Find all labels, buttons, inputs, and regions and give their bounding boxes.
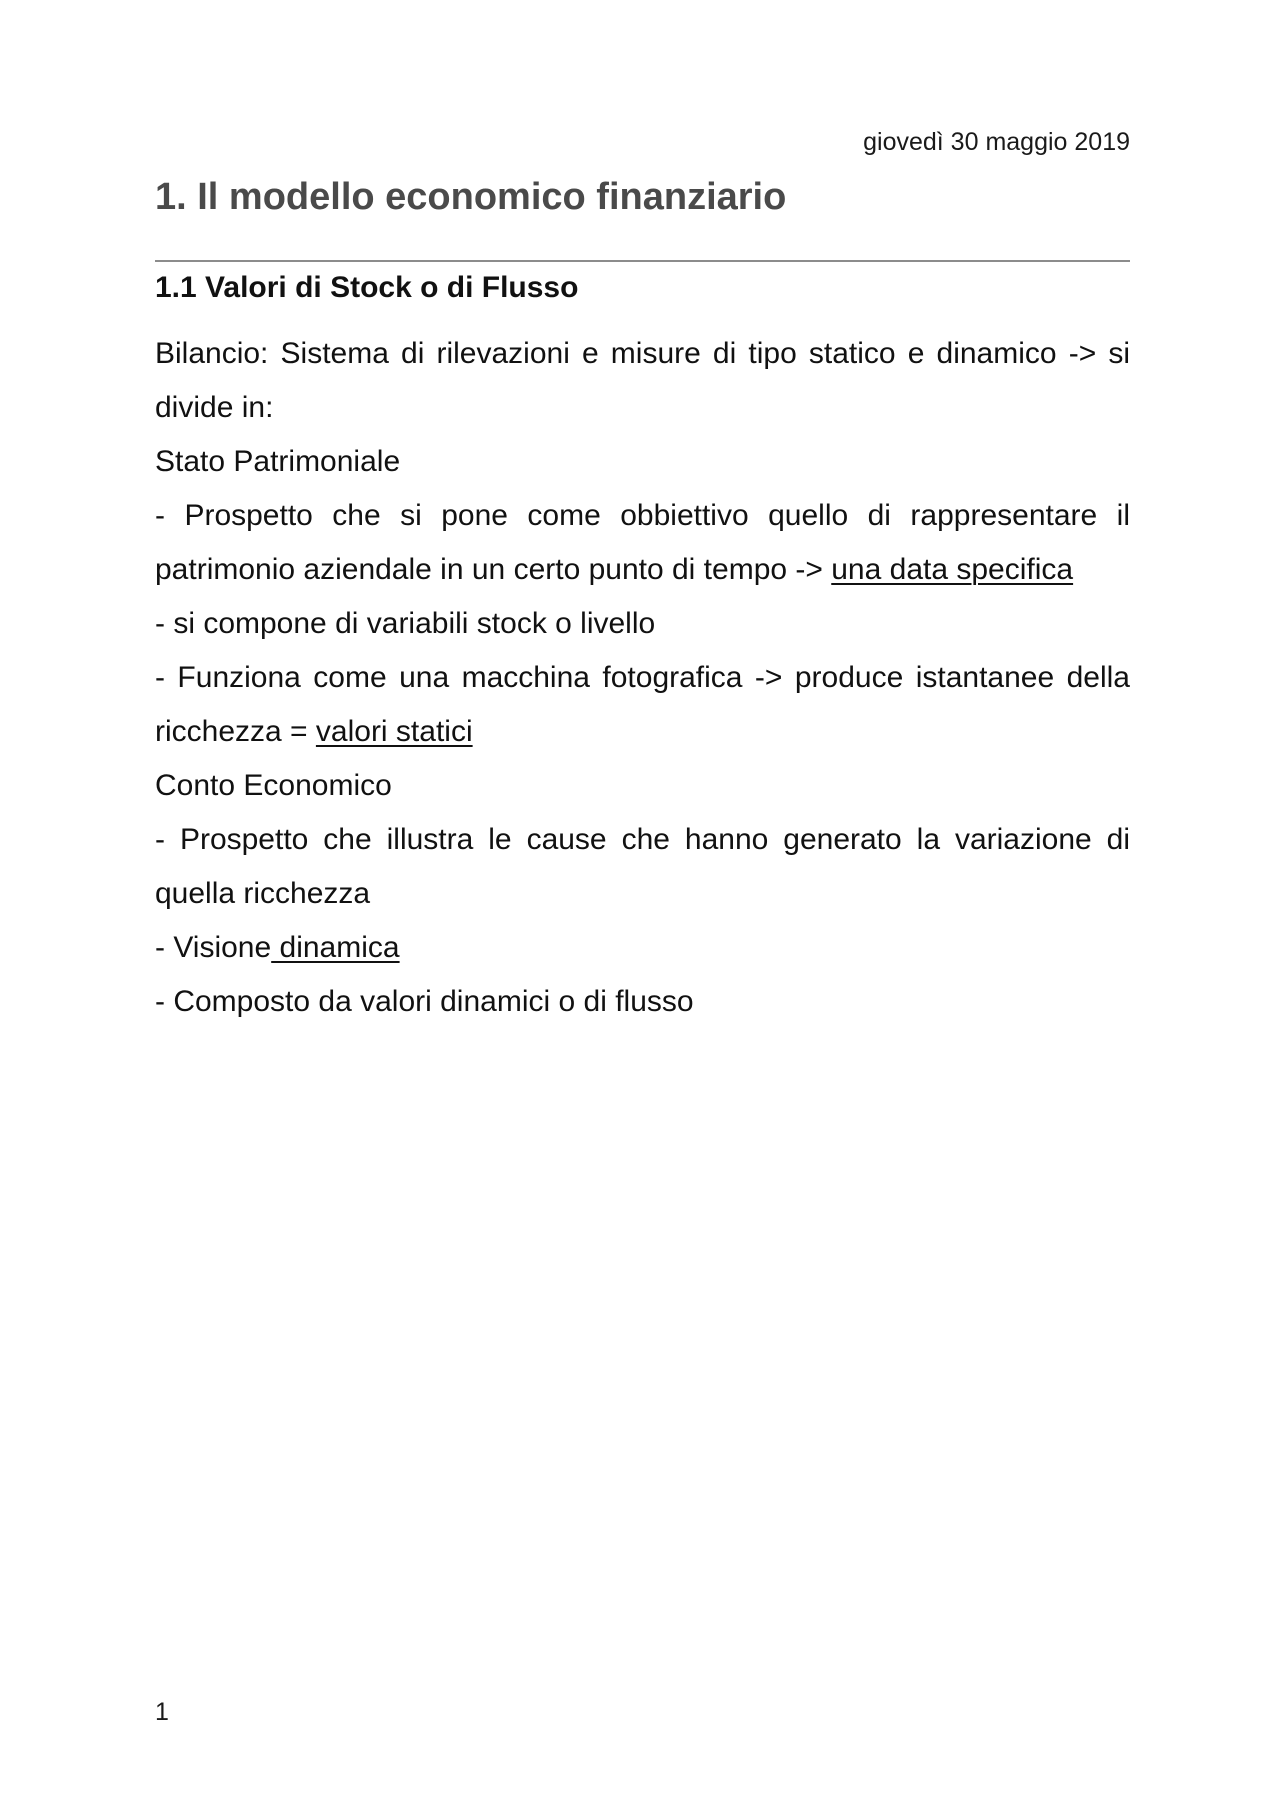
sp-item-1-text: - Prospetto che si pone come obbiettivo quello di rappresentare il patrimonio aziendale in un certo punto di tempo -> xyxy=(155,499,1130,586)
bilancio-paragraph: Bilancio: Sistema di rilevazioni e misure di tipo statico e dinamico -> si divide in: xyxy=(155,337,1130,424)
sp-item-3 xyxy=(155,651,1130,759)
page-title: 1. Il modello economico finanziario xyxy=(155,176,787,218)
ce-item-2 xyxy=(155,921,1130,975)
sp-item-1-underlined: una data specifica xyxy=(831,553,1074,586)
section-heading: 1.1 Valori di Stock o di Flusso xyxy=(155,271,579,304)
document-date: giovedì 30 maggio 2019 xyxy=(863,128,1130,156)
title-divider xyxy=(155,260,1130,262)
ce-item-2-text: - Visione xyxy=(155,931,272,964)
page-number: 1 xyxy=(155,1698,169,1726)
sp-item-1 xyxy=(155,489,1130,597)
sp-item-2: - si compone di variabili stock o livello xyxy=(155,607,656,640)
document-body xyxy=(155,327,1130,1029)
ce-item-3: - Composto da valori dinamici o di flusso xyxy=(155,985,694,1018)
sp-item-3-text: - Funziona come una macchina fotografica -> produce istantanee della ricchezza = xyxy=(155,661,1130,748)
ce-item-1: - Prospetto che illustra le cause che hanno generato la variazione di quella ricchezza xyxy=(155,823,1130,910)
stato-patrimoniale-heading: Stato Patrimoniale xyxy=(155,445,401,478)
conto-economico-heading: Conto Economico xyxy=(155,769,392,802)
ce-item-2-underlined: dinamica xyxy=(271,931,400,964)
sp-item-3-underlined: valori statici xyxy=(315,715,473,748)
